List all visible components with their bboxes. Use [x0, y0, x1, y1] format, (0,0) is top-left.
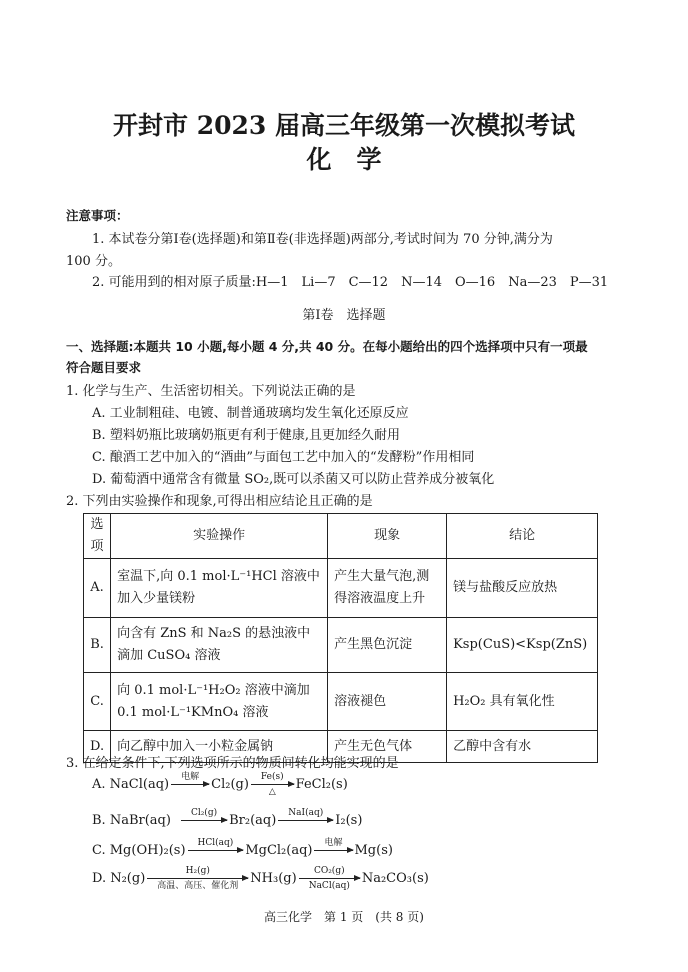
cell-phenomenon: 产生黑色沉淀 — [328, 618, 447, 673]
cell-conclusion: 镁与盐酸反应放热 — [447, 559, 598, 618]
q3-option-b — [92, 808, 362, 833]
header-phenomenon: 现象 — [328, 514, 447, 559]
part1-instructions: 一、选择题:本题共 10 小题,每小题 4 分,共 40 分。在每小题给出的四个选择项中只有一项最 — [66, 339, 588, 354]
reaction-arrow — [181, 808, 227, 833]
exam-title: 开封市 2023 届高三年级第一次模拟考试 — [113, 111, 575, 140]
reaction-arrow — [299, 866, 360, 891]
arrow-icon — [147, 878, 248, 879]
arrow-condition — [194, 823, 214, 833]
header-operation: 实验操作 — [111, 514, 328, 559]
arrow-condition: △ — [268, 787, 276, 797]
cell-operation: 向 0.1 mol·L⁻¹H₂O₂ 溶液中滴加 0.1 mol·L⁻¹KMnO₄ 溶液 — [111, 673, 328, 731]
arrow-icon — [181, 820, 227, 821]
cell-option: B. — [84, 618, 111, 673]
q1-option-b: B. 塑料奶瓶比玻璃奶瓶更有利于健康,且更加经久耐用 — [92, 428, 400, 443]
product: Mg(s) — [354, 843, 393, 858]
arrow-condition: NaI(aq) — [288, 808, 324, 818]
q1-option-c: C. 酿酒工艺中加入的“酒曲”与面包工艺中加入的“发酵粉”作用相同 — [92, 450, 475, 465]
arrow-condition: 电解 — [324, 838, 343, 848]
header-conclusion: 结论 — [447, 514, 598, 559]
arrow-icon — [251, 784, 294, 785]
intermediate: Cl₂(g) — [211, 777, 249, 792]
reactant: B. NaBr(aq) — [92, 813, 171, 828]
arrow-condition: Cl₂(g) — [190, 808, 218, 818]
cell-conclusion: H₂O₂ 具有氧化性 — [447, 673, 598, 731]
arrow-condition: H₂(g) — [185, 866, 210, 876]
page-footer: 高三化学 第 1 页 (共 8 页) — [264, 910, 424, 924]
reactant: D. N₂(g) — [92, 871, 146, 886]
cell-conclusion: 乙醇中含有水 — [447, 731, 598, 763]
cell-phenomenon: 产生大量气泡,测得溶液温度上升 — [328, 559, 447, 618]
arrow-condition — [296, 823, 316, 833]
product: I₂(s) — [335, 813, 363, 828]
table-row — [84, 673, 598, 731]
arrow-condition: Fe(s) — [260, 772, 284, 782]
intermediate: NH₃(g) — [250, 871, 297, 886]
note-1: 1. 本试卷分第Ⅰ卷(选择题)和第Ⅱ卷(非选择题)两部分,考试时间为 70 分钟,满分为 — [92, 232, 553, 247]
table-row — [84, 559, 598, 618]
intermediate: MgCl₂(aq) — [245, 843, 313, 858]
cell-option: C. — [84, 673, 111, 731]
arrow-condition: NaCl(aq) — [308, 881, 350, 891]
cell-phenomenon: 产生无色气体 — [328, 731, 447, 763]
part1-instructions-cont: 符合题目要求 — [66, 360, 142, 375]
cell-operation: 向乙醇中加入一小粒金属钠 — [111, 731, 328, 763]
q1-option-d: D. 葡萄酒中通常含有微量 SO₂,既可以杀菌又可以防止营养成分被氧化 — [92, 472, 495, 487]
reaction-arrow — [171, 772, 209, 797]
arrow-condition — [323, 853, 343, 863]
arrow-condition — [180, 787, 200, 797]
cell-phenomenon: 溶液褪色 — [328, 673, 447, 731]
arrow-icon — [171, 784, 209, 785]
q3-option-d — [92, 866, 429, 891]
note-2: 2. 可能用到的相对原子质量:H—1 Li—7 C—12 N—14 O—16 Na—23 P—31 — [92, 275, 609, 290]
cell-option: A. — [84, 559, 111, 618]
note-1-cont: 100 分。 — [66, 254, 121, 269]
arrow-condition: 高温、高压、催化剂 — [157, 881, 239, 891]
arrow-condition: 电解 — [181, 772, 200, 782]
notes-heading: 注意事项： — [66, 208, 129, 223]
q3-option-c — [92, 838, 393, 863]
reaction-arrow — [314, 838, 352, 863]
q2-table — [83, 513, 598, 763]
reaction-arrow — [147, 866, 248, 891]
header-option: 选项 — [84, 514, 111, 559]
arrow-condition: CO₂(g) — [313, 866, 345, 876]
reactant: C. Mg(OH)₂(s) — [92, 843, 186, 858]
product: FeCl₂(s) — [295, 777, 348, 792]
cell-operation: 向含有 ZnS 和 Na₂S 的悬浊液中滴加 CuSO₄ 溶液 — [111, 618, 328, 673]
arrow-condition: HCl(aq) — [197, 838, 234, 848]
reaction-arrow — [278, 808, 333, 833]
cell-conclusion: Ksp(CuS)<Ksp(ZnS) — [447, 618, 598, 673]
section-heading: 第Ⅰ卷 选择题 — [302, 308, 386, 323]
reaction-arrow — [188, 838, 244, 863]
table-row — [84, 618, 598, 673]
intermediate: Br₂(aq) — [229, 813, 277, 828]
q2-stem: 2. 下列由实验操作和现象,可得出相应结论且正确的是 — [66, 494, 373, 509]
arrow-icon — [278, 820, 333, 821]
arrow-icon — [314, 850, 352, 851]
arrow-icon — [188, 850, 244, 851]
cell-operation: 室温下,向 0.1 mol·L⁻¹HCl 溶液中加入少量镁粉 — [111, 559, 328, 618]
arrow-condition — [205, 853, 225, 863]
reaction-arrow — [251, 772, 294, 797]
cell-option: D. — [84, 731, 111, 763]
q1-option-a: A. 工业制粗硅、电镀、制普通玻璃均发生氧化还原反应 — [92, 406, 409, 421]
reactant: A. NaCl(aq) — [92, 777, 170, 792]
arrow-icon — [299, 878, 360, 879]
q1-stem: 1. 化学与生产、生活密切相关。下列说法正确的是 — [66, 384, 356, 399]
q3-stem: 3. 在给定条件下,下列选项所示的物质间转化均能实现的是 — [66, 756, 399, 771]
q3-option-a — [92, 772, 348, 797]
subject-title: 化 学 — [306, 145, 382, 174]
product: Na₂CO₃(s) — [361, 871, 429, 886]
